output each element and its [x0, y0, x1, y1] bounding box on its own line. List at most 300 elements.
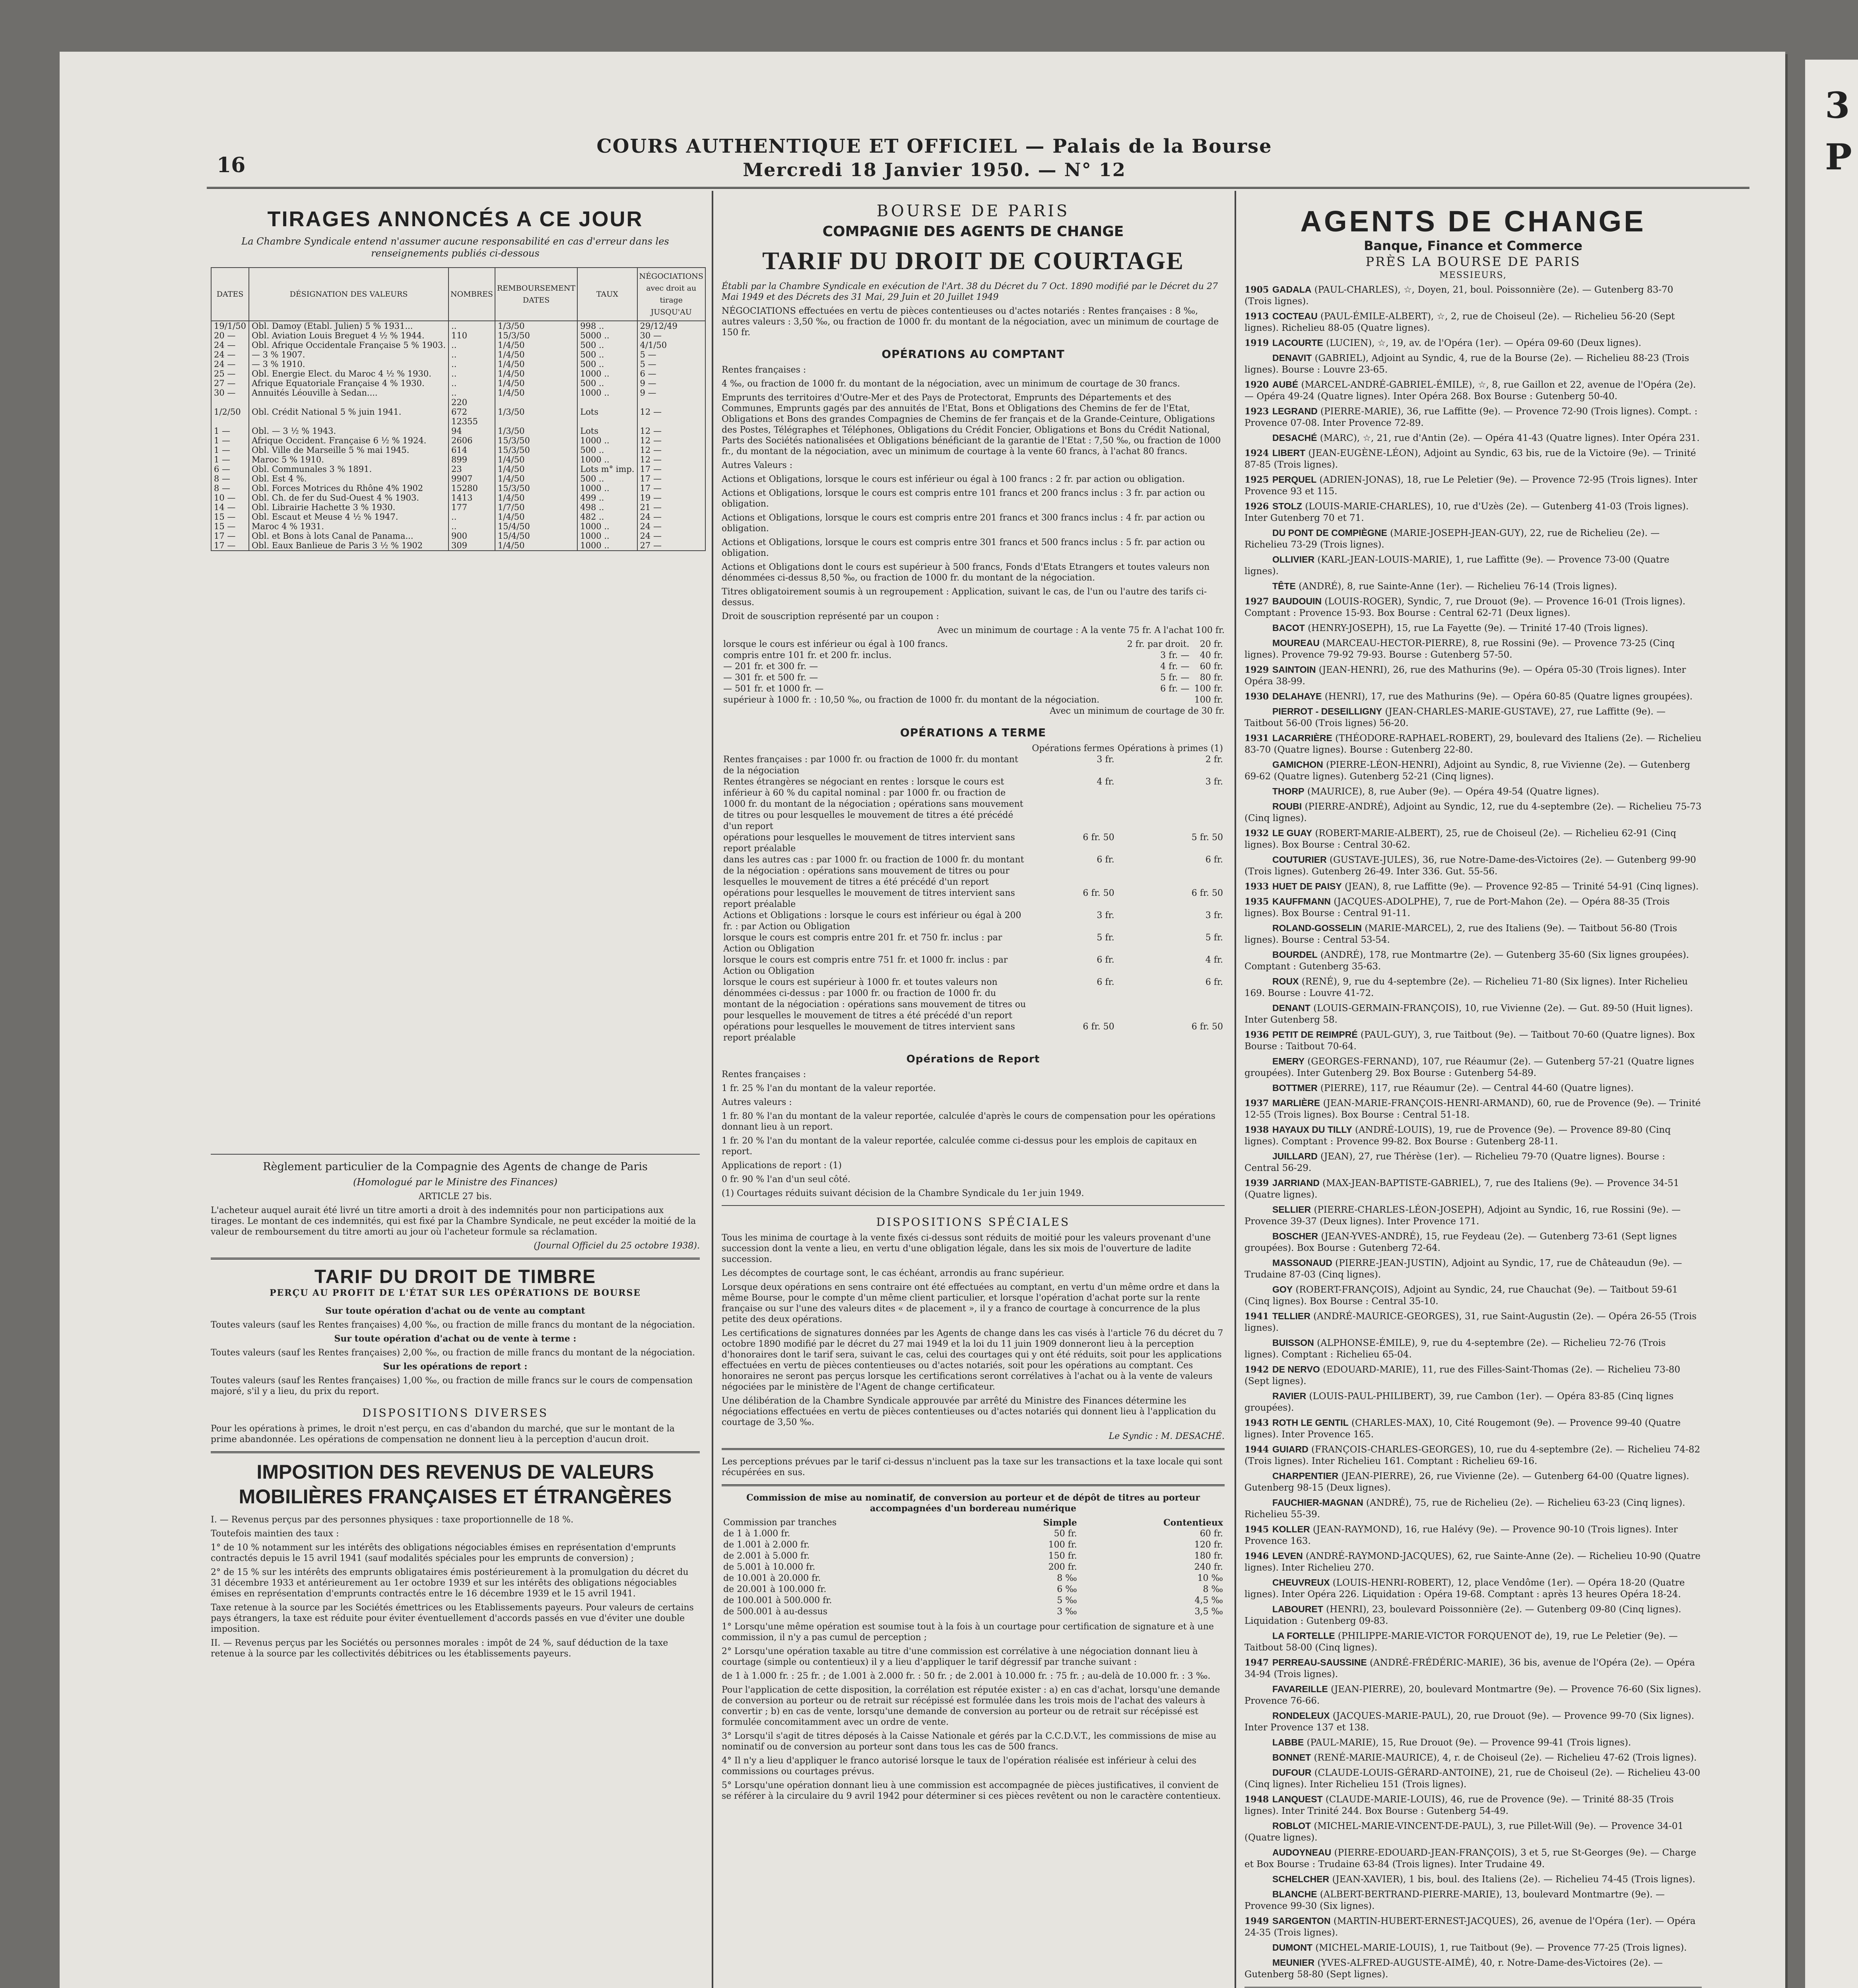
agent-year: 1926 — [1244, 501, 1269, 512]
agent-name: LIBERT — [1272, 448, 1306, 458]
agent-entry — [1244, 1524, 1702, 1547]
divider — [722, 1448, 1225, 1450]
comptant-paragraph: Actions et Obligations, lorsque le cours est inférieur ou égal à 100 francs : 2 fr. par action ou obligation. — [722, 474, 1185, 484]
agent-details: (PIERRE-EDOUARD-JEAN-FRANÇOIS), 3 et 5, rue St-Georges (9e). — Charge et Box Bourse : Trudaine 63-84 (Trois lignes). Inter Trudaine 49. — [1244, 1848, 1696, 1870]
agent-name: LEGRAND — [1272, 406, 1318, 416]
agent-name: MARLIÈRE — [1272, 1098, 1320, 1108]
table-cell — [211, 398, 249, 407]
agent-year: 1945 — [1244, 1524, 1269, 1535]
commission-row — [722, 1573, 1225, 1584]
table-cell: 1 — — [211, 445, 249, 455]
agent-details: (JEAN-MARIE-FRANÇOIS-HENRI-ARMAND), 60, rue de Provence (9e). — Trinité 12-55 (Trois lignes). Box Bourse : Central 51-18. — [1244, 1098, 1701, 1120]
agent-entry — [1244, 1029, 1702, 1052]
agent-details: (MARIE-JOSEPH-JEAN-GUY), 22, rue de Richelieu (2e). — Richelieu 73-29 (Trois lignes). — [1244, 528, 1660, 550]
agent-details: (JEAN-XAVIER), 1 bis, boul. des Italiens (2e). — Richelieu 74-45 (Trois lignes). — [1332, 1874, 1695, 1885]
table-cell — [577, 417, 637, 426]
table-cell: 177 — [448, 503, 495, 512]
agent-name: FAVAREILLE — [1272, 1684, 1328, 1694]
timbre-title: TARIF DU DROIT DE TIMBRE — [314, 1266, 596, 1287]
comptant-title: OPÉRATIONS AU COMPTANT — [881, 348, 1065, 361]
table-cell: 1/4/50 — [495, 359, 577, 369]
table-cell: 27 — — [637, 541, 705, 551]
commission-note: 4° Il n'y a lieu d'appliquer le franco autorisé lorsque le taux de l'opération réalisée est inférieur à celui des commissions ou courtages prévus. — [722, 1756, 1197, 1776]
minimum-note: Avec un minimum de courtage : A la vente 75 fr. A l'achat 100 fr. — [937, 625, 1225, 635]
table-row — [211, 474, 705, 483]
agent-name: BLANCHE — [1272, 1889, 1317, 1899]
table-cell: 10 — — [211, 493, 249, 503]
commission-row — [722, 1562, 1225, 1573]
terme-header-row — [722, 743, 1225, 754]
table-cell: 4 fr. — [1097, 777, 1114, 787]
agent-details: (MICHEL-MARIE-LOUIS), 1, rue Taitbout (9e). — Provence 77-25 (Trois lignes). — [1315, 1943, 1687, 1953]
table-cell: Afrique Equatoriale Française 4 % 1930. — [249, 379, 448, 388]
table-cell: 15280 — [448, 483, 495, 493]
table-cell: — 201 fr. et 300 fr. — — [723, 662, 818, 672]
table-cell: Lots — [577, 426, 637, 436]
table-cell: 899 — [448, 455, 495, 464]
timbre-block-head: Sur toute opération d'achat ou de vente à terme : — [334, 1334, 577, 1344]
divider — [211, 1451, 700, 1453]
agent-entry — [1244, 1056, 1702, 1079]
agent-entry — [1244, 1417, 1702, 1441]
terme-row — [722, 932, 1225, 955]
commission-note: 3° Lorsqu'il s'agit de titres déposés à la Caisse Nationale et gérés par la C.C.D.V.T., les commissions de mise au nominatif ou de conversion au porteur sont dans tous les cas de 500 francs. — [722, 1731, 1217, 1752]
agent-entry — [1244, 1915, 1702, 1939]
commission-column-header: Contentieux — [1163, 1518, 1223, 1528]
agent-details: (FRANÇOIS-CHARLES-GEORGES), 10, rue du 4-septembre (2e). — Richelieu 74-82 (Trois lignes). Inter Richelieu 161. Comptant : Richelieu 69-16. — [1244, 1444, 1700, 1466]
table-cell: 3 fr. — [1205, 911, 1223, 920]
timbre-block-head: Sur toute opération d'achat ou de vente au comptant — [325, 1306, 585, 1316]
table-cell: 1000 .. — [577, 531, 637, 541]
agent-details: (PAUL-GUY), 3, rue Taitbout (9e). — Taitbout 70-60 (Quatre lignes). Box Bourse : Taitbout 70-64. — [1244, 1030, 1695, 1052]
commission-row — [722, 1606, 1225, 1617]
agent-name: JARRIAND — [1272, 1178, 1320, 1188]
table-row — [211, 436, 705, 445]
agent-details: (PAUL-ÉMILE-ALBERT), ☆, 2, rue de Choiseul (2e). — Richelieu 56-20 (Sept lignes). Richelieu 88-05 (Quatre lignes). — [1244, 311, 1675, 333]
agent-details: (GABRIEL), Adjoint au Syndic, 4, rue de la Bourse (2e). — Richelieu 88-23 (Trois lignes). Bourse : Louvre 23-65. — [1244, 353, 1689, 375]
table-cell: lorsque le cours est supérieur à 1000 fr. et toutes valeurs non dénommées ci-dessus : par 1000 fr. ou fraction de 1000 fr. du montant de la négociation : opérations sans mouvement de titres ou pour lesquelles le mouvement de titres a été précédé d'un report — [723, 977, 1026, 1021]
agent-name: ROUBI — [1272, 801, 1302, 812]
agent-name: MOUREAU — [1272, 638, 1320, 648]
table-cell: 60 fr. — [1200, 1529, 1223, 1539]
agent-details: (PHILIPPE-MARIE-VICTOR FORQUENOT de), 19, rue Le Peletier (9e). — Taitbout 58-00 (Cinq lignes). — [1244, 1631, 1678, 1653]
agent-name: EMERY — [1272, 1056, 1305, 1066]
agents-subtitle: Banque, Finance et Commerce — [1364, 238, 1582, 253]
table-cell: 10 ‰ — [1197, 1573, 1223, 1583]
agent-details: (ANDRÉ-MAURICE-GEORGES), 31, rue Saint-Augustin (2e). — Opéra 26-55 (Trois lignes). — [1244, 1311, 1697, 1333]
table-cell: 9 — — [637, 379, 705, 388]
terme-row — [722, 832, 1225, 854]
comptant-paragraph: Actions et Obligations, lorsque le cours est compris entre 101 francs et 200 francs inclus : 3 fr. par action ou obligation. — [722, 488, 1205, 509]
speciales-paragraph: Lorsque deux opérations en sens contraire ont été effectuées au comptant, en vertu d'un même ordre et dans la même Bourse, pour le compte d'un même client particulier, et lorsque l'opération d'achat porte sur la rente française ou sur l'une des valeurs dites « de placement », il y a franco de courtage à concurrence de la plus petite des deux opérations. — [722, 1282, 1220, 1324]
agent-details: (PIERRE), 117, rue Réaumur (2e). — Central 44-60 (Quatre lignes). — [1320, 1083, 1634, 1093]
agent-entry — [1244, 379, 1702, 402]
dispositions-text: Pour les opérations à primes, le droit n'est perçu, en cas d'abandon du marché, que sur le montant de la prime abandonnée. Les opérations de compensation ne donnent lieu à la perception d'aucun droit. — [211, 1424, 675, 1444]
table-row — [211, 483, 705, 493]
agent-details: (JEAN-PIERRE), 26, rue Vivienne (2e). — Gutenberg 64-00 (Quatre lignes). Gutenberg 98-15 (Deux lignes). — [1244, 1471, 1689, 1493]
table-cell: 20 — — [211, 331, 249, 340]
agent-name: OLLIVIER — [1272, 554, 1315, 565]
table-cell: 1/4/50 — [495, 379, 577, 388]
table-cell: Obl. Aviation Louis Breguet 4 ½ % 1944. — [249, 331, 448, 340]
agent-name: CHARPENTIER — [1272, 1471, 1339, 1481]
agent-year: 1925 — [1244, 475, 1269, 485]
agent-name: MEUNIER — [1272, 1957, 1315, 1968]
reglement-article: ARTICLE 27 bis. — [418, 1192, 492, 1202]
table-cell: 4/1/50 — [637, 340, 705, 350]
tirages-column-header: NÉGOCIATIONS avec droit au tirage JUSQU'AU — [637, 268, 705, 321]
agent-name: RONDELEUX — [1272, 1710, 1330, 1721]
table-cell: 29/12/49 — [637, 321, 705, 331]
table-cell: 15/3/50 — [495, 331, 577, 340]
table-cell: 1000 .. — [577, 483, 637, 493]
table-cell: Obl. Forces Motrices du Rhône 4% 1902 — [249, 483, 448, 493]
agent-entry — [1244, 1577, 1702, 1600]
table-cell: 15/4/50 — [495, 522, 577, 531]
table-cell: 1/7/50 — [495, 503, 577, 512]
table-cell: 24 — — [211, 359, 249, 369]
report-line: Rentes françaises : — [722, 1070, 806, 1079]
table-cell: 80 fr. — [1200, 673, 1223, 683]
table-cell: 1000 .. — [577, 541, 637, 551]
agent-name: ROLAND-GOSSELIN — [1272, 923, 1362, 933]
table-cell: 1/3/50 — [495, 321, 577, 331]
agent-name: TÊTE — [1272, 581, 1296, 591]
agent-details: (JEAN-RAYMOND), 16, rue Halévy (9e). — Provence 90-10 (Trois lignes). Inter Provence 163. — [1244, 1524, 1678, 1546]
table-cell: 30 — — [211, 388, 249, 398]
table-cell: 5 — — [637, 359, 705, 369]
agent-entry — [1244, 501, 1702, 524]
agent-name: LACOURTE — [1272, 338, 1323, 348]
agent-entry — [1244, 1337, 1702, 1361]
agent-entry — [1244, 637, 1702, 661]
table-cell: de 10.001 à 20.000 fr. — [723, 1573, 821, 1583]
table-cell: .. — [448, 512, 495, 522]
agent-name: JUILLARD — [1272, 1151, 1318, 1161]
courtage-subtitle: Établi par la Chambre Syndicale en exécution de l'Art. 38 du Décret du 7 Oct. 1890 modifié par le Décret du 27 Mai 1949 et des Décrets des 31 Mai, 29 Juin et 20 Juillet 1949 — [722, 282, 1218, 302]
table-cell — [495, 398, 577, 407]
table-cell: de 1.001 à 2.000 fr. — [723, 1540, 810, 1550]
table-row — [211, 331, 705, 340]
imposition-item: I. — Revenus perçus par des personnes physiques : taxe proportionnelle de 18 %. — [211, 1515, 574, 1525]
table-cell: 614 — [448, 445, 495, 455]
table-cell: lorsque le cours est compris entre 201 fr. et 750 fr. inclus : par Action ou Obligation — [723, 933, 1002, 954]
agent-entry — [1244, 1284, 1702, 1307]
table-cell: Lots m° imp. — [577, 464, 637, 474]
table-cell: 500 .. — [577, 350, 637, 359]
agent-details: (JACQUES-MARIE-PAUL), 20, rue Drouot (9e). — Provence 99-70 (Six lignes). Inter Provence 137 et 138. — [1244, 1711, 1695, 1733]
agent-year: 1929 — [1244, 665, 1269, 675]
imposition-item: Taxe retenue à la source par les Sociétés émettrices ou les Etablissements payeurs. Pour valeurs de certains pays étrangers, la taxe est réduite pour éviter éventuellement d'accords passés en vue d'éviter une double imposition. — [211, 1603, 694, 1634]
commission-row — [722, 1540, 1225, 1551]
agent-details: (CHARLES-MAX), 10, Cité Rougemont (9e). — Provence 99-40 (Quatre lignes). Inter Provence 165. — [1244, 1418, 1681, 1440]
agent-entry — [1244, 1767, 1702, 1790]
table-cell: 12 — — [637, 455, 705, 464]
table-cell: 25 — — [211, 369, 249, 379]
table-cell: 1/4/50 — [495, 388, 577, 398]
table-cell: 8 — — [211, 483, 249, 493]
agent-year: 1905 — [1244, 285, 1269, 295]
table-cell: 500 .. — [577, 379, 637, 388]
table-cell: 1000 .. — [577, 522, 637, 531]
table-cell: 220 — [448, 398, 495, 407]
reglement-subtitle: (Homologué par le Ministre des Finances) — [353, 1176, 558, 1188]
table-cell: 1/3/50 — [495, 426, 577, 436]
agent-details: (RENÉ), 9, rue du 4-septembre (2e). — Richelieu 71-80 (Six lignes). Inter Richelieu 169. Bourse : Louvre 41-72. — [1244, 977, 1688, 998]
agent-entry — [1244, 1177, 1702, 1201]
commission-header-row — [722, 1517, 1225, 1528]
agent-year: 1942 — [1244, 1365, 1269, 1375]
agent-entry — [1244, 896, 1702, 919]
table-cell: 8 ‰ — [1203, 1584, 1223, 1594]
column-divider — [1235, 191, 1236, 1988]
agent-name: DE NERVO — [1272, 1364, 1320, 1375]
table-cell: 24 — — [637, 512, 705, 522]
table-cell: 15/3/50 — [495, 436, 577, 445]
terme-column-header: Opérations à primes (1) — [1117, 744, 1223, 753]
table-cell: 5 ‰ — [1057, 1596, 1077, 1606]
table-cell: .. — [448, 388, 495, 398]
commission-note: 1° Lorsqu'une même opération est soumise tout à la fois à un courtage pour certification de signature et à une commission, il n'y a pas cumul de perception ; — [722, 1622, 1214, 1642]
agent-details: (LUCIEN), ☆, 19, av. de l'Opéra (1er). — Opéra 09-60 (Deux lignes). — [1326, 338, 1641, 348]
table-cell — [637, 398, 705, 407]
timbre-block-head: Sur les opérations de report : — [383, 1361, 528, 1372]
agent-entry — [1244, 1820, 1702, 1844]
agent-year: 1930 — [1244, 691, 1269, 702]
comptant-paragraph: Actions et Obligations dont le cours est supérieur à 500 francs, Fonds d'Etats Etrangers et toutes valeurs non dénommées ci-dessus 8,50 ‰, ou fraction de 1000 fr. du montant de la négociation. — [722, 562, 1210, 583]
speciales-title: DISPOSITIONS SPÉCIALES — [876, 1215, 1070, 1229]
agent-year: 1931 — [1244, 733, 1269, 744]
agent-name: DENAVIT — [1272, 353, 1312, 363]
agent-details: (LOUIS-GERMAIN-FRANÇOIS), 10, rue Vivienne (2e). — Gut. 89-50 (Huit lignes). Inter Gutenberg 58. — [1244, 1003, 1693, 1025]
table-cell: 200 fr. — [1048, 1562, 1077, 1572]
table-cell: de 20.001 à 100.000 fr. — [723, 1584, 827, 1594]
table-cell: 110 — [448, 331, 495, 340]
agent-entry — [1244, 922, 1702, 946]
table-cell: 900 — [448, 531, 495, 541]
table-cell: Obl. Afrique Occidentale Française 5 % 1903. — [249, 340, 448, 350]
agent-name: GOY — [1272, 1284, 1293, 1295]
souscription-row — [722, 639, 1225, 650]
table-cell: Afrique Occident. Française 6 ½ % 1924. — [249, 436, 448, 445]
table-cell: 2606 — [448, 436, 495, 445]
table-row — [211, 417, 705, 426]
agent-name: FAUCHIER-MAGNAN — [1272, 1497, 1363, 1508]
agent-details: (MARCEL-ANDRÉ-GABRIEL-ÉMILE), ☆, 8, rue Gaillon et 22, avenue de l'Opéra (2e). — Opéra 49-24 (Quatre lignes). Inter Opéra 268. Box Bourse : Gutenberg 50-40. — [1244, 380, 1696, 402]
agent-details: (JACQUES-ADOLPHE), 7, rue de Port-Mahon (2e). — Opéra 88-35 (Trois lignes). Box Bourse : Central 91-11. — [1244, 897, 1670, 918]
middle-column — [722, 199, 1225, 1805]
agent-details: (PIERRE-CHARLES-LÉON-JOSEPH), Adjoint au Syndic, 16, rue Rossini (9e). — Provence 39-37 (Deux lignes). Inter Provence 171. — [1244, 1205, 1681, 1227]
agent-details: (ROBERT-MARIE-ALBERT), 25, rue de Choiseul (2e). — Richelieu 62-91 (Cinq lignes). Box Bourse : Central 30-62. — [1244, 828, 1676, 850]
table-cell: .. — [448, 359, 495, 369]
table-cell: opérations pour lesquelles le mouvement de titres intervient sans report préalable — [723, 1022, 1015, 1043]
agent-entry — [1244, 1957, 1702, 1980]
agents-title: AGENTS DE CHANGE — [1300, 205, 1646, 238]
table-cell: 100 fr. — [1194, 684, 1223, 694]
agent-entry — [1244, 1683, 1702, 1707]
agent-entry — [1244, 1124, 1702, 1147]
agent-name: ROBLOT — [1272, 1821, 1311, 1831]
table-row — [211, 493, 705, 503]
table-cell: 94 — [448, 426, 495, 436]
agent-entry — [1244, 949, 1702, 973]
table-cell: de 5.001 à 10.000 fr. — [723, 1562, 815, 1572]
agent-name: THORP — [1272, 786, 1305, 796]
table-cell — [249, 417, 448, 426]
table-cell: 1 — — [211, 426, 249, 436]
table-cell: lorsque le cours est compris entre 751 fr. et 1000 fr. inclus : par Action ou Obligation — [723, 955, 1008, 976]
report-line: (1) Courtages réduits suivant décision de la Chambre Syndicale du 1er juin 1949. — [722, 1188, 1084, 1198]
reglement-text: L'acheteur auquel aurait été livré un titre amorti a droit à des indemnités pour non participations aux tirages. Le montant de ces indemnités, qui est fixé par la Chambre Syndicale, ne peut excéder la moitié de la valeur de remboursement du titre amorti au jour où l'acheteur formule sa réclamation. — [211, 1206, 696, 1237]
souscription-row — [722, 672, 1225, 683]
adjacent-page-edge — [1805, 60, 1858, 1988]
agent-details: (YVES-ALFRED-AUGUSTE-AIMÉ), 40, r. Notre-Dame-des-Victoires (2e). — Gutenberg 58-80 (Sept lignes). — [1244, 1958, 1663, 1980]
timbre-block-text: Toutes valeurs (sauf les Rentes françaises) 1,00 ‰, ou fraction de mille francs sur le cours de compensation majoré, s'il y a lieu, du prix du report. — [211, 1376, 693, 1396]
table-cell: 1/2/50 — [211, 407, 249, 417]
tirages-column-header: DÉSIGNATION DES VALEURS — [249, 268, 448, 321]
table-cell: 6 fr. — [1205, 977, 1223, 987]
imposition-item: Toutefois maintien des taux : — [211, 1529, 339, 1539]
agent-name: DESACHÉ — [1272, 433, 1317, 443]
table-cell: Lots — [577, 407, 637, 417]
timbre-subtitle: PERÇU AU PROFIT DE L'ÉTAT SUR LES OPÉRATIONS DE BOURSE — [269, 1288, 641, 1298]
table-cell: supérieur à 1000 fr. : 10,50 ‰, ou fraction de 1000 fr. du montant de la négociation. — [723, 695, 1100, 705]
agent-year: 1920 — [1244, 380, 1269, 390]
table-cell: 3,5 ‰ — [1194, 1607, 1223, 1617]
agent-details: (EDOUARD-MARIE), 11, rue des Filles-Saint-Thomas (2e). — Richelieu 73-80 (Sept lignes). — [1244, 1365, 1680, 1386]
agent-year: 1939 — [1244, 1178, 1269, 1188]
comptant-paragraph: Autres Valeurs : — [722, 460, 793, 470]
agent-details: (GEORGES-FERNAND), 107, rue Réaumur (2e). — Gutenberg 57-21 (Quatre lignes groupées). Inter Gutenberg 29. Box Bourse : Gutenberg 54-89. — [1244, 1056, 1694, 1078]
table-cell: 6 fr. — [1097, 855, 1114, 865]
table-cell: 6 fr. — [1097, 977, 1114, 987]
agent-entry — [1244, 1737, 1702, 1749]
table-cell: 4 fr. — — [1160, 662, 1190, 672]
agent-year: 1919 — [1244, 338, 1269, 348]
agent-name: DENANT — [1272, 1003, 1311, 1013]
table-cell: 672 — [448, 407, 495, 417]
agent-details: (ANDRÉ), 178, rue Montmartre (2e). — Gutenberg 35-60 (Six lignes groupées). Comptant : Gutenberg 35-63. — [1244, 950, 1689, 972]
comptant-paragraph: Actions et Obligations, lorsque le cours est compris entre 201 francs et 300 francs inclus : 4 fr. par action ou obligation. — [722, 513, 1205, 534]
table-cell: 6 fr. 50 — [1083, 1022, 1114, 1032]
agent-year: 1924 — [1244, 448, 1269, 458]
table-cell: lorsque le cours est inférieur ou égal à 100 francs. — [723, 639, 948, 649]
table-cell: 4,5 ‰ — [1194, 1596, 1223, 1606]
agent-name: BOURDEL — [1272, 949, 1318, 960]
agent-entry — [1244, 759, 1702, 782]
divider — [211, 1154, 700, 1155]
agent-entry — [1244, 1889, 1702, 1912]
commission-note: 2° Lorsqu'une opération taxable au titre d'une commission est corrélative à une négociation donnant lieu à courtage (simple ou contentieux) il y a lieu d'appliquer le tarif dégressif par tranche suivant : — [722, 1646, 1198, 1667]
terme-row — [722, 754, 1225, 777]
agent-name: BUISSON — [1272, 1338, 1314, 1348]
table-cell: 15/3/50 — [495, 445, 577, 455]
table-cell: 6 fr. 50 — [1083, 833, 1114, 843]
table-cell: 3 ‰ — [1057, 1607, 1077, 1617]
table-cell: 5 fr. — [1097, 933, 1114, 943]
page-number: 16 — [217, 153, 246, 177]
table-cell: 6 fr. 50 — [1191, 888, 1223, 898]
agent-name: STOLZ — [1272, 501, 1302, 511]
table-cell: 23 — [448, 464, 495, 474]
comptant-paragraph: Emprunts des territoires d'Outre-Mer et des Pays de Protectorat, Emprunts des Départements et des Communes, Emprunts gagés par des annuités de l'Etat, Bons et Obligations des Chemins de fer de l'Etat, Obligations et Bons des grandes Compagnies de Chemins de fer français et de la Grande-Ceinture, Obligations des Postes, Télégraphes et Téléphones, Obligations du Crédit Foncier, Obligations et Bons du Crédit National, Parts des Sociétés nationalisées et Obligations bénéficiant de la garantie de l'Etat : 7,50 ‰, ou fraction de 1000 fr., du montant de la négociation, avec un minimum de courtage à la vente 60 francs, à l'achat 80 francs. — [722, 393, 1221, 456]
table-row — [211, 398, 705, 407]
agent-details: (ADRIEN-JONAS), 18, rue Le Peletier (9e). — Provence 72-95 (Trois lignes). Inter Provence 93 et 115. — [1244, 475, 1698, 497]
table-cell: .. — [448, 379, 495, 388]
report-line: 1 fr. 20 % l'an du montant de la valeur reportée, calculée comme ci-dessus pour les emplois de capitaux en report. — [722, 1136, 1197, 1157]
agent-entry — [1244, 1390, 1702, 1414]
table-cell: 5 fr. — — [1160, 673, 1190, 683]
courtage-title: TARIF DU DROIT DE COURTAGE — [762, 247, 1184, 275]
agent-year: 1943 — [1244, 1418, 1269, 1428]
table-cell: 5 — — [637, 350, 705, 359]
agent-details: (HENRI), 17, rue des Mathurins (9e). — Opéra 60-85 (Quatre lignes groupées). — [1324, 691, 1693, 702]
timbre-block-text: Toutes valeurs (sauf les Rentes françaises) 4,00 ‰, ou fraction de mille francs du montant de la négociation. — [211, 1320, 695, 1330]
agent-details: (PIERRE-JEAN-JUSTIN), Adjoint au Syndic, 17, rue de Châteaudun (9e). — Trudaine 87-03 (Cinq lignes). — [1244, 1258, 1682, 1280]
tirages-note: La Chambre Syndicale entend n'assumer aucune responsabilité en cas d'erreur dans les renseignements publiés ci-dessous — [241, 236, 669, 259]
table-cell: 3 fr. — [1205, 777, 1223, 787]
table-cell: 19 — — [637, 493, 705, 503]
terme-row — [722, 854, 1225, 888]
agent-year: 1937 — [1244, 1098, 1269, 1109]
divider — [211, 1258, 700, 1260]
agent-name: RAVIER — [1272, 1391, 1307, 1401]
table-cell: Rentes étrangères se négociant en rentes : lorsque le cours est inférieur à 60 % du capital nominal : par 1000 fr. ou fraction de 1000 fr. du montant de la négociation ; opérations sans mouvement de titres ou pour lesquelles le mouvement de titres a été précédé d'un report — [723, 777, 1023, 831]
report-line: 0 fr. 90 % l'an d'un seul côté. — [722, 1175, 850, 1184]
table-cell: 150 fr. — [1048, 1551, 1077, 1561]
agent-entry — [1244, 1470, 1702, 1494]
table-cell: opérations pour lesquelles le mouvement de titres intervient sans report préalable — [723, 833, 1015, 854]
agent-details: (JEAN-CHARLES-MARIE-GUSTAVE), 27, rue Laffitte (9e). — Taitbout 56-00 (Trois lignes) 56-20. — [1244, 707, 1666, 728]
agent-entry — [1244, 1497, 1702, 1520]
table-cell: 6 ‰ — [1057, 1584, 1077, 1594]
table-cell: 21 — — [637, 503, 705, 512]
agent-entry — [1244, 1082, 1702, 1094]
agent-name: SARGENTON — [1272, 1916, 1331, 1926]
agent-name: GADALA — [1272, 284, 1312, 295]
table-cell: Obl. Ville de Marseille 5 % mai 1945. — [249, 445, 448, 455]
comptant-paragraph: Droit de souscription représenté par un coupon : — [722, 612, 939, 621]
agents-subtitle-2: PRÈS LA BOURSE DE PARIS — [1365, 254, 1581, 269]
table-cell — [637, 417, 705, 426]
agent-entry — [1244, 691, 1702, 703]
table-cell: 9907 — [448, 474, 495, 483]
agent-details: (ROBERT-FRANÇOIS), Adjoint au Syndic, 24, rue Chauchat (9e). — Taitbout 59-61 (Cinq lignes). Box Bourse : Central 35-10. — [1244, 1285, 1678, 1307]
agent-details: (RENÉ-MARIE-MAURICE), 4, r. de Choiseul (2e). — Richelieu 47-62 (Trois lignes). — [1314, 1753, 1697, 1763]
table-cell: 15 — — [211, 512, 249, 522]
table-row — [211, 512, 705, 522]
commission-row — [722, 1528, 1225, 1540]
agent-entry — [1244, 1604, 1702, 1627]
agent-details: (JEAN-PIERRE), 20, boulevard Montmartre (9e). — Provence 76-60 (Six lignes). Provence 76-66. — [1244, 1684, 1701, 1706]
table-cell: 1000 .. — [577, 436, 637, 445]
agent-name: HUET DE PAISY — [1272, 881, 1342, 891]
table-cell: 6 fr. — [1097, 955, 1114, 965]
table-row — [211, 350, 705, 359]
table-cell: 6 fr. — — [1160, 684, 1190, 694]
agent-entry — [1244, 1752, 1702, 1764]
agent-entry — [1244, 527, 1702, 551]
table-cell: 12 — — [637, 436, 705, 445]
agent-name: LABBE — [1272, 1737, 1304, 1747]
agent-name: MASSONAUD — [1272, 1258, 1332, 1268]
table-row — [211, 388, 705, 398]
agent-details: (JEAN), 27, rue Thérèse (1er). — Richelieu 79-70 (Quatre lignes). Bourse : Central 56-29. — [1244, 1151, 1666, 1173]
commission-row — [722, 1584, 1225, 1595]
table-cell: de 2.001 à 5.000 fr. — [723, 1551, 810, 1561]
agent-name: LABOURET — [1272, 1604, 1323, 1614]
syndic: Le Syndic : M. DESACHÉ. — [1109, 1431, 1225, 1441]
